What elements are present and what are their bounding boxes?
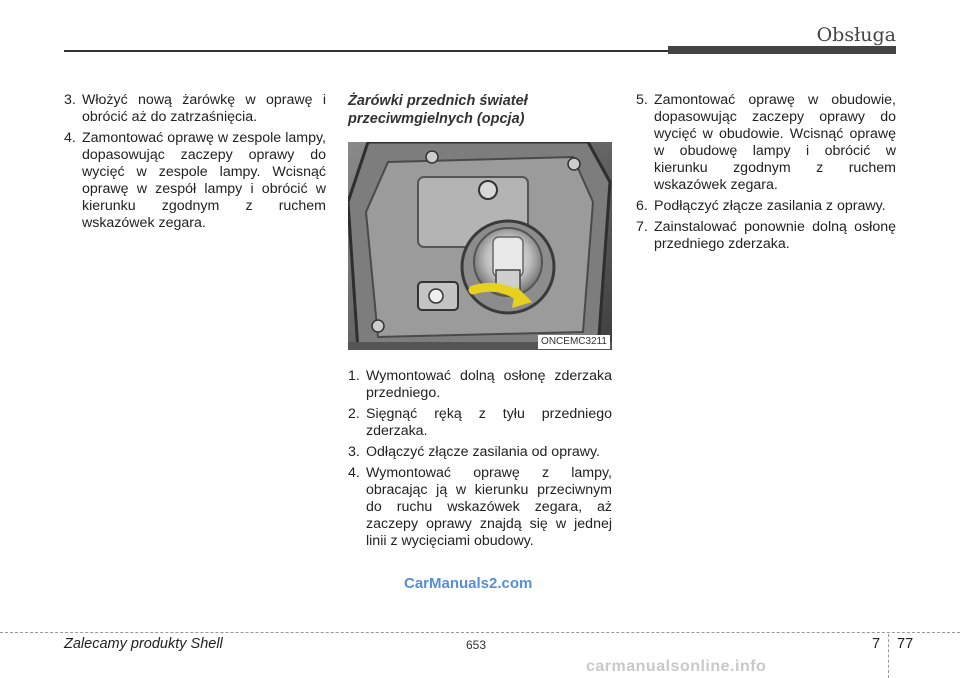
step-number: 7. xyxy=(636,219,648,235)
step-3 xyxy=(348,444,612,461)
footer-separator xyxy=(888,634,889,678)
step-number: 4. xyxy=(64,130,76,146)
step-text: Odłączyć złącze zasilania od oprawy. xyxy=(366,444,600,460)
step-3 xyxy=(64,92,326,126)
step-number: 1. xyxy=(348,368,360,384)
step-number: 4. xyxy=(348,465,360,481)
site-watermark: carmanualsonline.info xyxy=(586,658,767,675)
step-text: Podłączyć złącze zasilania z oprawy. xyxy=(654,198,886,214)
step-6 xyxy=(636,198,896,215)
column-1 xyxy=(64,92,326,236)
footer-slogan: Zalecamy produkty Shell xyxy=(64,636,223,652)
header-rule-accent xyxy=(668,46,896,54)
step-text: Włożyć nową żarówkę w oprawę i obrócić aż do zatrzaśnięcia. xyxy=(82,92,326,125)
step-7 xyxy=(636,219,896,253)
step-1 xyxy=(348,368,612,402)
column-2 xyxy=(348,92,612,554)
watermark-link[interactable]: CarManuals2.com xyxy=(404,575,533,592)
step-number: 2. xyxy=(348,406,360,422)
figure-code: ONCEMC3211 xyxy=(538,335,610,349)
step-text: Wymontować oprawę z lampy, obracając ją w kierunku przeciwnym do ruchu wskazówek zegara, aż zaczepy oprawy znajdą się w jednej linii z wycięciami obudowy. xyxy=(366,465,612,549)
footer-chapter-number: 7 xyxy=(872,636,881,652)
step-text: Sięgnąć ręką z tyłu przedniego zderzaka. xyxy=(366,406,612,439)
fog-lamp-illustration xyxy=(348,142,612,350)
step-4 xyxy=(64,130,326,232)
step-text: Zamontować oprawę w obudowie, dopasowując zaczepy oprawy do wycięć w obudowie. Wcisnąć oprawę w obudowę lampy i obrócić w kierunku zgodnym z ruchem wskazówek zegara. xyxy=(654,92,896,193)
fog-lamp-figure xyxy=(348,142,612,350)
header-title: Obsługa xyxy=(816,24,896,46)
step-number: 6. xyxy=(636,198,648,214)
step-number: 3. xyxy=(64,92,76,108)
step-text: Zamontować oprawę w zespole lampy, dopasowując zaczepy oprawy do wycięć w zespole lampy. Wcisnąć oprawę w zespół lampy i obrócić w kierunku zgodnym z ruchem wskazówek zegara. xyxy=(82,130,326,231)
footer-page-number: 77 xyxy=(897,636,914,652)
step-number: 3. xyxy=(348,444,360,460)
step-4 xyxy=(348,465,612,550)
section-title: Żarówki przednich świateł przeciwmgielnych (opcja) xyxy=(348,93,528,127)
footer-page-index: 653 xyxy=(466,638,487,652)
step-5 xyxy=(636,92,896,194)
column-3 xyxy=(636,92,896,257)
step-text: Zainstalować ponownie dolną osłonę przedniego zderzaka. xyxy=(654,219,896,252)
step-2 xyxy=(348,406,612,440)
step-number: 5. xyxy=(636,92,648,108)
step-text: Wymontować dolną osłonę zderzaka przedniego. xyxy=(366,368,612,401)
footer-divider xyxy=(0,632,960,633)
header-rule xyxy=(64,50,668,52)
